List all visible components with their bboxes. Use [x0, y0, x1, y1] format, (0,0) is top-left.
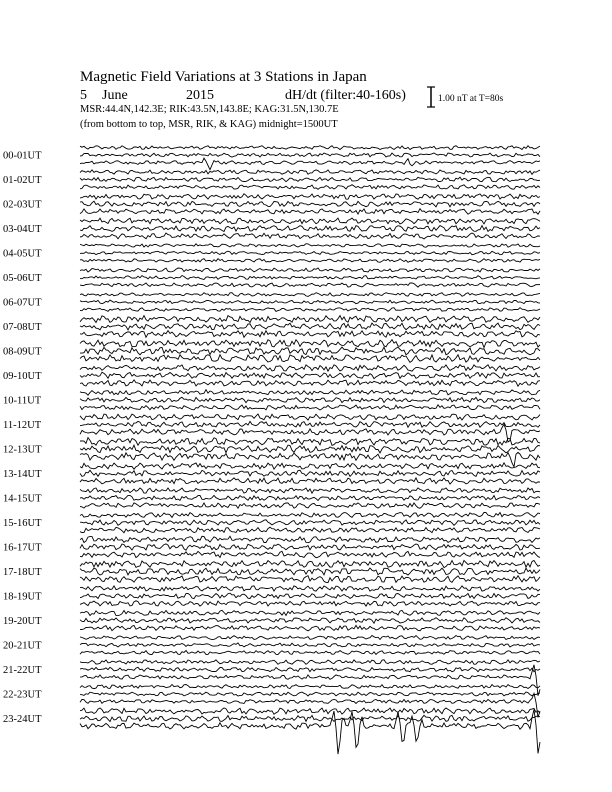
trace-kag-row-20	[80, 636, 540, 640]
trace-msr-row-18	[80, 601, 540, 606]
trace-rik-row-1	[80, 177, 540, 182]
trace-msr-row-10	[80, 405, 540, 410]
trace-rik-row-20	[80, 643, 540, 647]
trace-kag-row-17	[80, 560, 540, 567]
trace-rik-row-23	[80, 715, 540, 721]
row-label: 02-03UT	[3, 199, 42, 211]
row-label: 14-15UT	[3, 493, 42, 505]
trace-kag-row-4	[80, 244, 540, 248]
row-label: 11-12UT	[3, 420, 42, 431]
station-coordinates: MSR:44.4N,142.3E; RIK:43.5N,143.8E; KAG:31.5N,130.7E	[80, 104, 339, 115]
row-label: 22-23UT	[3, 689, 42, 701]
trace-rik-row-16	[80, 544, 540, 550]
row-label: 16-17UT	[3, 542, 42, 554]
row-label: 12-13UT	[3, 444, 42, 456]
trace-rik-row-13	[80, 470, 540, 476]
row-label: 01-02UT	[3, 175, 42, 186]
trace-msr-row-19	[80, 625, 540, 630]
row-label: 10-11UT	[3, 395, 42, 407]
trace-kag-row-1	[80, 170, 540, 175]
row-label: 09-10UT	[3, 371, 42, 382]
row-label: 13-14UT	[3, 469, 42, 480]
row-label: 17-18UT	[3, 567, 42, 578]
trace-kag-row-12	[80, 438, 540, 446]
trace-rik-row-22	[80, 692, 540, 696]
trace-msr-row-2	[80, 209, 540, 215]
trace-kag-row-16	[80, 536, 540, 542]
trace-kag-row-13	[80, 463, 540, 469]
trace-msr-row-14	[80, 503, 540, 508]
trace-rik-row-2	[80, 201, 540, 207]
trace-kag-row-8	[80, 340, 540, 348]
row-label: 07-08UT	[3, 322, 42, 333]
trace-msr-row-6	[80, 308, 540, 312]
row-label: 04-05UT	[3, 248, 42, 260]
trace-msr-row-13	[80, 478, 540, 484]
row-label: 03-04UT	[3, 224, 42, 235]
trace-rik-row-5	[80, 276, 540, 280]
trace-kag-row-14	[80, 488, 540, 493]
trace-rik-row-15	[80, 520, 540, 526]
trace-msr-row-3	[80, 233, 540, 239]
row-label: 19-20UT	[3, 616, 42, 627]
trace-kag-row-18	[80, 586, 540, 591]
trace-rik-row-19	[80, 618, 540, 624]
trace-kag-row-7	[80, 316, 540, 323]
trace-msr-row-22	[80, 693, 540, 717]
trace-msr-row-4	[80, 259, 540, 263]
trace-msr-row-15	[80, 527, 540, 533]
trace-msr-row-16	[80, 551, 540, 557]
trace-rik-row-7	[80, 323, 540, 330]
row-label: 23-24UT	[3, 714, 42, 725]
trace-msr-row-9	[80, 380, 540, 386]
trace-rik-row-17	[80, 568, 540, 575]
row-label: 06-07UT	[3, 297, 42, 309]
row-label: 05-06UT	[3, 273, 42, 284]
date-day: 5	[80, 88, 87, 103]
trace-rik-row-14	[80, 495, 540, 500]
trace-kag-row-23	[80, 708, 540, 714]
trace-msr-row-8	[80, 355, 540, 363]
chart-title: Magnetic Field Variations at 3 Stations in Japan	[80, 69, 367, 85]
date-year: 2015	[186, 88, 214, 103]
trace-msr-row-0	[80, 158, 540, 170]
trace-kag-row-9	[80, 365, 540, 372]
trace-kag-row-21	[80, 660, 540, 665]
row-label: 20-21UT	[3, 640, 42, 652]
row-label: 21-22UT	[3, 665, 42, 676]
trace-msr-row-7	[80, 331, 540, 338]
trace-rik-row-18	[80, 593, 540, 598]
trace-msr-row-20	[80, 651, 540, 655]
filter-label: dH/dt (filter:40-160s)	[285, 88, 406, 103]
row-label: 00-01UT	[3, 150, 42, 162]
trace-kag-row-11	[80, 414, 540, 420]
trace-msr-row-17	[80, 576, 540, 583]
trace-kag-row-3	[80, 218, 540, 224]
date-month: June	[102, 88, 128, 103]
row-label: 18-19UT	[3, 591, 42, 603]
station-order-note: (from bottom to top, MSR, RIK, & KAG) midnight=1500UT	[80, 119, 338, 130]
trace-msr-row-21	[80, 665, 540, 696]
trace-kag-row-19	[80, 610, 540, 615]
trace-kag-row-2	[80, 194, 540, 199]
row-label: 08-09UT	[3, 346, 42, 358]
trace-rik-row-10	[80, 397, 540, 402]
row-label: 15-16UT	[3, 518, 42, 529]
trace-rik-row-0	[80, 153, 540, 157]
trace-rik-row-12	[80, 445, 540, 453]
trace-rik-row-21	[80, 667, 540, 671]
trace-kag-row-22	[80, 685, 540, 689]
trace-rik-row-3	[80, 226, 540, 232]
trace-rik-row-4	[80, 251, 540, 255]
trace-rik-row-11	[80, 421, 540, 427]
trace-rik-row-8	[80, 347, 540, 355]
trace-kag-row-15	[80, 512, 540, 517]
trace-msr-row-23	[80, 710, 540, 755]
trace-msr-row-1	[80, 185, 540, 190]
trace-kag-row-10	[80, 390, 540, 396]
trace-kag-row-0	[80, 146, 540, 150]
trace-msr-row-5	[80, 283, 540, 287]
trace-kag-row-6	[80, 293, 540, 297]
trace-rik-row-9	[80, 372, 540, 379]
scale-bar-label: 1.00 nT at T=80s	[438, 94, 504, 104]
trace-kag-row-5	[80, 268, 540, 272]
trace-rik-row-6	[80, 300, 540, 304]
